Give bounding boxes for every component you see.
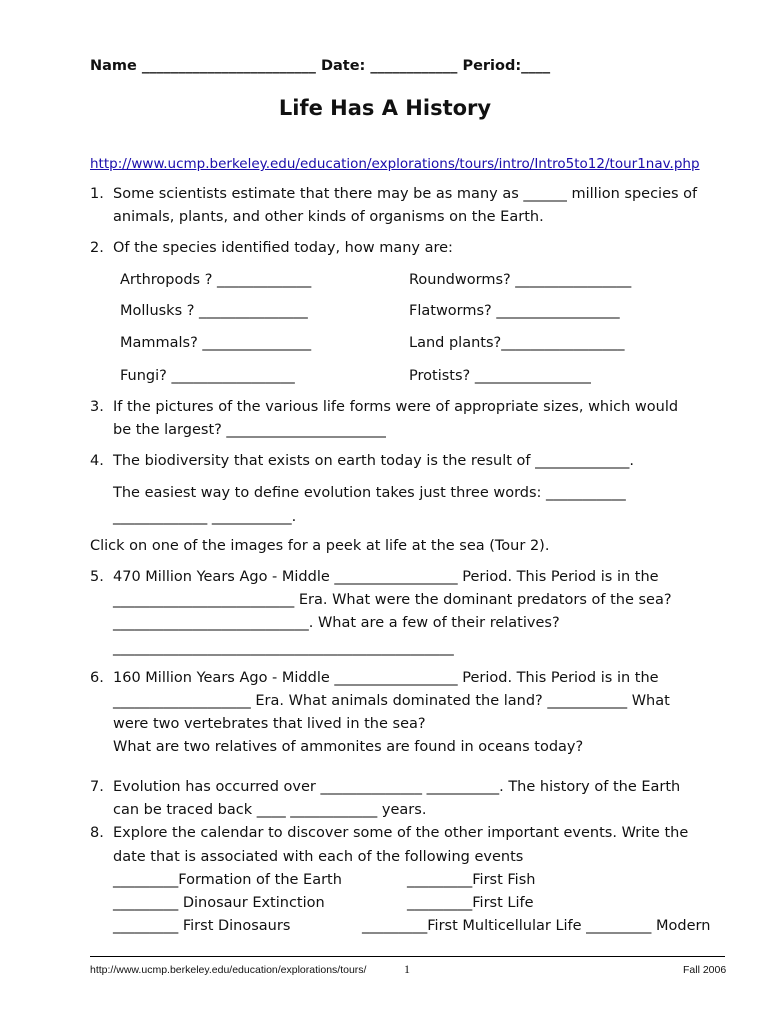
q7-line-1: Evolution has occurred over ______________ __________. The history of the Earth [113, 779, 681, 795]
q2-arthropods: Arthropods ? _____________ [120, 272, 312, 288]
q2-land-plants: Land plants?_________________ [409, 335, 625, 351]
q3-line-2: be the largest? ______________________ [113, 422, 386, 438]
q8-multicellular-modern: _________First Multicellular Life _________ Modern [362, 918, 711, 934]
q2-mammals: Mammals? _______________ [120, 335, 312, 351]
q3-number: 3. [90, 399, 104, 415]
q4-line-3: _____________ ___________. [113, 509, 297, 525]
q2-protists: Protists? ________________ [409, 368, 591, 384]
q8-number: 8. [90, 825, 104, 841]
q1-line-1: Some scientists estimate that there may be as many as ______ million species of [113, 186, 698, 202]
q7-number: 7. [90, 779, 104, 795]
q5-line-2: _________________________ Era. What were the dominant predators of the sea? [113, 592, 672, 608]
q2-mollusks: Mollusks ? _______________ [120, 303, 308, 319]
q6-line-3: were two vertebrates that lived in the sea? [113, 716, 426, 732]
q2-fungi: Fungi? _________________ [120, 368, 295, 384]
q4-number: 4. [90, 453, 104, 469]
q5-line-4: _______________________________________________ [113, 640, 454, 656]
q5-line-3: ___________________________. What are a few of their relatives? [113, 615, 560, 631]
q2-roundworms: Roundworms? ________________ [409, 272, 632, 288]
footer-page-number: 1 [404, 962, 410, 976]
q8-first-fish: _________First Fish [407, 872, 536, 888]
footer-url: http://www.ucmp.berkeley.edu/education/explorations/tours/ [90, 964, 367, 976]
q2-flatworms: Flatworms? _________________ [409, 303, 620, 319]
footer-date: Fall 2006 [683, 964, 727, 976]
header-fields: Name ________________________ Date: ____________ Period:____ [90, 58, 551, 74]
q2-number: 2. [90, 240, 104, 256]
q6-number: 6. [90, 670, 104, 686]
page-title: Life Has A History [278, 96, 492, 120]
tour-link[interactable]: http://www.ucmp.berkeley.edu/education/explorations/tours/intro/Intro5to12/tour1nav.php [90, 156, 700, 172]
q1-number: 1. [90, 186, 104, 202]
q6-line-1: 160 Million Years Ago - Middle _________________ Period. This Period is in the [113, 670, 659, 686]
q7-line-2: can be traced back ____ ____________ years. [113, 802, 427, 818]
q3-line-1: If the pictures of the various life forms were of appropriate sizes, which would [113, 399, 679, 415]
footer-rule [90, 956, 725, 957]
q8-line-2: date that is associated with each of the following events [113, 849, 524, 865]
q6-line-4: What are two relatives of ammonites are found in oceans today? [113, 739, 584, 755]
q8-dinosaur-extinction: _________ Dinosaur Extinction [113, 895, 325, 911]
q1-line-2: animals, plants, and other kinds of organisms on the Earth. [113, 209, 544, 225]
q2-line-1: Of the species identified today, how many are: [113, 240, 453, 256]
q5-number: 5. [90, 569, 104, 585]
q4-line-2: The easiest way to define evolution takes just three words: ___________ [113, 485, 626, 501]
q8-formation-of-earth: _________Formation of the Earth [113, 872, 342, 888]
sea-intro: Click on one of the images for a peek at life at the sea (Tour 2). [90, 538, 550, 554]
q8-first-dinosaurs: _________ First Dinosaurs [113, 918, 291, 934]
q4-line-1: The biodiversity that exists on earth today is the result of _____________. [113, 453, 635, 469]
q8-first-life: _________First Life [407, 895, 534, 911]
q5-line-1: 470 Million Years Ago - Middle _________________ Period. This Period is in the [113, 569, 659, 585]
q8-line-1: Explore the calendar to discover some of the other important events. Write the [113, 825, 689, 841]
q6-line-2: ___________________ Era. What animals dominated the land? ___________ What [113, 693, 670, 709]
